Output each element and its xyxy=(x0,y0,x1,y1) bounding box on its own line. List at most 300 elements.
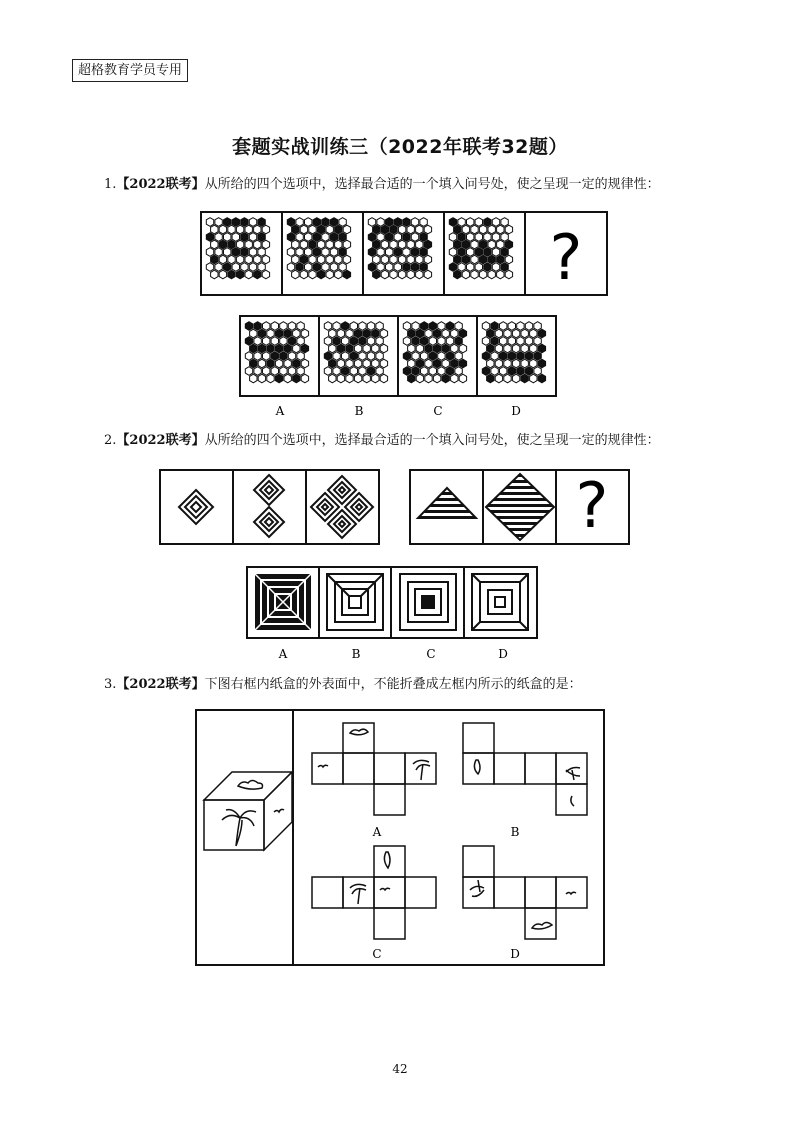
q3-option-b[interactable]: B xyxy=(510,825,520,839)
hex-cell xyxy=(254,367,261,376)
hex-cell xyxy=(500,352,507,361)
hex-cell xyxy=(232,248,239,257)
hex-cell xyxy=(407,255,414,264)
hex-cell xyxy=(301,329,308,338)
hex-cell xyxy=(330,263,337,272)
hex-cell xyxy=(495,329,502,338)
hex-cell xyxy=(462,255,469,264)
hex-cell xyxy=(346,374,353,383)
hex-cell xyxy=(421,367,428,376)
hex-cell xyxy=(495,374,502,383)
hex-cell xyxy=(495,359,502,368)
hex-cell xyxy=(508,367,515,376)
hex-cell xyxy=(367,337,374,346)
hex-cell xyxy=(354,374,361,383)
hex-cell xyxy=(363,374,370,383)
hex-cell xyxy=(425,359,432,368)
hex-cell xyxy=(206,248,213,257)
hex-cell xyxy=(475,233,482,242)
q2-question-mark: ? xyxy=(575,469,609,542)
hex-cell xyxy=(236,255,243,264)
hex-cell xyxy=(232,218,239,227)
hex-cell xyxy=(424,255,431,264)
hex-cell xyxy=(497,270,504,279)
hex-cell xyxy=(333,322,340,331)
q2-option-a[interactable]: A xyxy=(278,647,288,661)
hex-cell xyxy=(372,359,379,368)
header-tag: 超格教育学员专用 xyxy=(72,59,188,82)
question-2-text: 2.【2022联考】从所给的四个选项中，选择最合适的一个填入问号处，使之呈现一定的规律性： xyxy=(104,433,660,448)
hex-cell xyxy=(451,329,458,338)
hex-cell xyxy=(287,218,294,227)
hex-cell xyxy=(343,225,350,234)
hex-cell xyxy=(394,233,401,242)
hex-cell xyxy=(377,233,384,242)
hex-cell xyxy=(258,329,265,338)
hex-cell xyxy=(517,367,524,376)
hex-cell xyxy=(394,218,401,227)
hex-cell xyxy=(373,225,380,234)
hex-cell xyxy=(250,359,257,368)
hex-cell xyxy=(517,322,524,331)
hex-cell xyxy=(350,367,357,376)
hex-cell xyxy=(271,337,278,346)
hex-cell xyxy=(330,248,337,257)
hex-cell xyxy=(254,240,261,249)
hex-cell xyxy=(425,374,432,383)
hex-cell xyxy=(224,248,231,257)
hex-grid xyxy=(482,322,545,383)
hex-cell xyxy=(373,270,380,279)
hex-cell xyxy=(394,248,401,257)
hex-cell xyxy=(206,233,213,242)
hex-cell xyxy=(305,263,312,272)
hex-cell xyxy=(258,218,265,227)
hex-cell xyxy=(333,352,340,361)
hex-cell xyxy=(326,270,333,279)
hex-cell xyxy=(241,218,248,227)
hex-cell xyxy=(309,270,316,279)
hex-cell xyxy=(343,240,350,249)
hex-cell xyxy=(508,352,515,361)
hex-cell xyxy=(505,270,512,279)
hex-cell xyxy=(262,240,269,249)
hex-cell xyxy=(475,218,482,227)
hex-cell xyxy=(254,352,261,361)
hex-cell xyxy=(408,329,415,338)
hex-cell xyxy=(241,263,248,272)
hex-cell xyxy=(407,225,414,234)
hex-cell xyxy=(403,263,410,272)
hex-cell xyxy=(500,367,507,376)
hex-cell xyxy=(284,359,291,368)
q2-option-b[interactable]: B xyxy=(351,647,361,661)
hex-cell xyxy=(471,270,478,279)
hex-cell xyxy=(342,367,349,376)
hex-cell xyxy=(497,225,504,234)
hex-cell xyxy=(521,359,528,368)
hex-cell xyxy=(258,233,265,242)
hex-cell xyxy=(263,367,270,376)
hex-cell xyxy=(211,225,218,234)
hex-cell xyxy=(245,240,252,249)
hex-cell xyxy=(301,344,308,353)
q1-option-d[interactable]: D xyxy=(511,404,521,418)
hex-cell xyxy=(219,270,226,279)
hex-cell xyxy=(309,225,316,234)
hex-cell xyxy=(359,337,366,346)
hex-cell xyxy=(317,240,324,249)
hex-cell xyxy=(412,352,419,361)
hex-cell xyxy=(442,344,449,353)
q2-option-d[interactable]: D xyxy=(498,647,508,661)
hex-cell xyxy=(271,322,278,331)
hex-cell xyxy=(421,352,428,361)
hex-cell xyxy=(420,218,427,227)
hex-cell xyxy=(232,263,239,272)
hex-cell xyxy=(484,218,491,227)
hex-cell xyxy=(322,248,329,257)
hex-cell xyxy=(408,344,415,353)
hex-cell xyxy=(215,233,222,242)
hex-cell xyxy=(433,329,440,338)
hex-cell xyxy=(337,344,344,353)
hex-cell xyxy=(429,367,436,376)
hex-cell xyxy=(380,344,387,353)
hex-cell xyxy=(297,352,304,361)
hex-cell xyxy=(487,329,494,338)
hex-cell xyxy=(324,367,331,376)
hex-cell xyxy=(292,255,299,264)
hex-cell xyxy=(512,359,519,368)
hex-cell xyxy=(245,352,252,361)
hex-cell xyxy=(424,270,431,279)
hex-cell xyxy=(459,359,466,368)
hex-cell xyxy=(245,270,252,279)
hex-cell xyxy=(416,329,423,338)
hex-cell xyxy=(324,322,331,331)
hex-cell xyxy=(241,248,248,257)
hex-cell xyxy=(416,359,423,368)
hex-cell xyxy=(326,240,333,249)
hex-cell xyxy=(380,329,387,338)
hex-cell xyxy=(254,322,261,331)
hex-cell xyxy=(262,255,269,264)
hex-cell xyxy=(479,270,486,279)
q2-option-c[interactable]: C xyxy=(426,647,436,661)
hex-cell xyxy=(249,218,256,227)
hex-cell xyxy=(263,322,270,331)
q3-figure xyxy=(196,710,604,965)
hex-cell xyxy=(339,218,346,227)
hex-cell xyxy=(403,233,410,242)
hex-cell xyxy=(530,359,537,368)
q3-net-a xyxy=(312,723,436,815)
hex-cell xyxy=(224,263,231,272)
hex-cell xyxy=(245,367,252,376)
hex-cell xyxy=(337,329,344,338)
hex-cell xyxy=(487,359,494,368)
hex-cell xyxy=(373,255,380,264)
hex-cell xyxy=(455,322,462,331)
q3-net-d xyxy=(463,846,587,939)
hex-cell xyxy=(504,359,511,368)
hex-cell xyxy=(381,270,388,279)
q3-option-d[interactable]: D xyxy=(510,947,520,961)
hex-cell xyxy=(293,359,300,368)
hex-cell xyxy=(296,233,303,242)
hex-cell xyxy=(420,233,427,242)
hex-cell xyxy=(403,322,410,331)
hex-cell xyxy=(491,367,498,376)
hex-cell xyxy=(271,367,278,376)
hex-cell xyxy=(416,374,423,383)
hex-cell xyxy=(297,337,304,346)
hex-cell xyxy=(368,233,375,242)
hex-cell xyxy=(313,248,320,257)
hex-cell xyxy=(390,240,397,249)
hex-cell xyxy=(293,374,300,383)
hex-cell xyxy=(416,225,423,234)
hex-cell xyxy=(367,352,374,361)
hex-cell xyxy=(236,225,243,234)
hex-cell xyxy=(386,233,393,242)
q1-options-row xyxy=(240,316,556,396)
hex-cell xyxy=(275,344,282,353)
page-number: 42 xyxy=(392,1062,408,1076)
hex-cell xyxy=(455,367,462,376)
hex-cell xyxy=(488,240,495,249)
hex-cell xyxy=(359,352,366,361)
hex-cell xyxy=(408,359,415,368)
hex-cell xyxy=(403,248,410,257)
hex-cell xyxy=(501,248,508,257)
hex-cell xyxy=(236,240,243,249)
q3-option-a[interactable]: A xyxy=(372,825,382,839)
hex-cell xyxy=(381,255,388,264)
hex-cell xyxy=(335,240,342,249)
hex-cell xyxy=(459,329,466,338)
hex-cell xyxy=(525,367,532,376)
hex-cell xyxy=(501,263,508,272)
hex-cell xyxy=(215,218,222,227)
hex-cell xyxy=(467,248,474,257)
hex-cell xyxy=(458,263,465,272)
hex-cell xyxy=(438,352,445,361)
hex-cell xyxy=(342,352,349,361)
hex-cell xyxy=(482,352,489,361)
hex-cell xyxy=(297,322,304,331)
hex-cell xyxy=(525,352,532,361)
hex-cell xyxy=(350,352,357,361)
hex-cell xyxy=(329,374,336,383)
hex-cell xyxy=(459,344,466,353)
hex-cell xyxy=(322,233,329,242)
hex-cell xyxy=(224,218,231,227)
hex-cell xyxy=(337,374,344,383)
hex-cell xyxy=(492,218,499,227)
hex-cell xyxy=(300,225,307,234)
hex-cell xyxy=(211,240,218,249)
hex-cell xyxy=(381,225,388,234)
hex-cell xyxy=(482,367,489,376)
hex-cell xyxy=(438,337,445,346)
hex-cell xyxy=(271,352,278,361)
hex-cell xyxy=(317,270,324,279)
hex-cell xyxy=(254,255,261,264)
hex-cell xyxy=(305,233,312,242)
hex-cell xyxy=(425,329,432,338)
q1-option-c[interactable]: C xyxy=(433,404,443,418)
hex-cell xyxy=(313,233,320,242)
page-title: 套题实战训练三（2022年联考32题） xyxy=(232,136,568,158)
hex-cell xyxy=(429,322,436,331)
hex-cell xyxy=(232,233,239,242)
hex-cell xyxy=(521,374,528,383)
hex-cell xyxy=(284,329,291,338)
hex-cell xyxy=(354,329,361,338)
hex-cell xyxy=(471,225,478,234)
hex-cell xyxy=(263,337,270,346)
hex-cell xyxy=(471,240,478,249)
hex-cell xyxy=(451,374,458,383)
hex-cell xyxy=(521,329,528,338)
hex-cell xyxy=(451,359,458,368)
hex-cell xyxy=(329,344,336,353)
hex-cell xyxy=(390,255,397,264)
hex-cell xyxy=(346,344,353,353)
hex-cell xyxy=(280,367,287,376)
hex-cell xyxy=(451,344,458,353)
hex-cell xyxy=(446,337,453,346)
hex-cell xyxy=(377,263,384,272)
q1-option-b[interactable]: B xyxy=(354,404,364,418)
hex-cell xyxy=(512,329,519,338)
hex-cell xyxy=(284,344,291,353)
hex-cell xyxy=(530,329,537,338)
hex-cell xyxy=(408,374,415,383)
hex-cell xyxy=(367,322,374,331)
hex-cell xyxy=(359,322,366,331)
hex-cell xyxy=(267,374,274,383)
hex-cell xyxy=(429,352,436,361)
hex-cell xyxy=(403,352,410,361)
hex-cell xyxy=(525,337,532,346)
hex-cell xyxy=(424,225,431,234)
hex-cell xyxy=(215,248,222,257)
hex-cell xyxy=(412,337,419,346)
hex-cell xyxy=(245,337,252,346)
hex-cell xyxy=(280,352,287,361)
hex-cell xyxy=(301,374,308,383)
hex-cell xyxy=(346,359,353,368)
hex-cell xyxy=(497,255,504,264)
q2-options-row xyxy=(247,567,537,638)
hex-cell xyxy=(258,374,265,383)
hex-cell xyxy=(433,344,440,353)
hex-cell xyxy=(390,225,397,234)
hex-cell xyxy=(479,225,486,234)
hex-cell xyxy=(363,359,370,368)
hex-cell xyxy=(416,255,423,264)
hex-cell xyxy=(521,344,528,353)
hex-cell xyxy=(449,248,456,257)
hex-cell xyxy=(333,337,340,346)
hex-cell xyxy=(454,255,461,264)
hex-cell xyxy=(538,329,545,338)
hex-cell xyxy=(449,233,456,242)
hex-cell xyxy=(488,225,495,234)
hex-cell xyxy=(245,225,252,234)
q3-option-c[interactable]: C xyxy=(372,947,382,961)
hex-cell xyxy=(343,255,350,264)
hex-cell xyxy=(487,344,494,353)
hex-cell xyxy=(337,359,344,368)
hex-cell xyxy=(508,337,515,346)
hex-grid xyxy=(449,218,512,279)
hex-cell xyxy=(538,359,545,368)
hex-cell xyxy=(517,352,524,361)
hex-cell xyxy=(263,352,270,361)
hex-cell xyxy=(421,322,428,331)
hex-cell xyxy=(459,374,466,383)
hex-cell xyxy=(484,263,491,272)
hex-cell xyxy=(534,352,541,361)
hex-cell xyxy=(249,248,256,257)
hex-cell xyxy=(482,337,489,346)
hex-cell xyxy=(488,270,495,279)
hex-cell xyxy=(491,352,498,361)
hex-cell xyxy=(442,329,449,338)
hex-cell xyxy=(501,233,508,242)
hex-cell xyxy=(534,322,541,331)
hex-cell xyxy=(275,374,282,383)
hex-cell xyxy=(354,344,361,353)
hex-cell xyxy=(455,352,462,361)
hex-cell xyxy=(287,263,294,272)
q3-net-c xyxy=(312,846,436,939)
hex-cell xyxy=(267,329,274,338)
hex-cell xyxy=(487,374,494,383)
hex-cell xyxy=(236,270,243,279)
hex-cell xyxy=(398,255,405,264)
hex-cell xyxy=(245,322,252,331)
hex-cell xyxy=(339,233,346,242)
hex-cell xyxy=(438,322,445,331)
hex-cell xyxy=(354,359,361,368)
hex-cell xyxy=(530,344,537,353)
hex-cell xyxy=(479,255,486,264)
hex-cell xyxy=(245,255,252,264)
hex-cell xyxy=(254,270,261,279)
hex-cell xyxy=(504,344,511,353)
hex-cell xyxy=(250,344,257,353)
hex-cell xyxy=(297,367,304,376)
hex-cell xyxy=(350,337,357,346)
hex-cell xyxy=(386,248,393,257)
q1-option-a[interactable]: A xyxy=(275,404,285,418)
hex-cell xyxy=(462,270,469,279)
hex-cell xyxy=(438,367,445,376)
hex-cell xyxy=(538,374,545,383)
hex-cell xyxy=(525,322,532,331)
hex-cell xyxy=(484,248,491,257)
q3-net-b xyxy=(463,723,587,815)
hex-cell xyxy=(517,337,524,346)
hex-cell xyxy=(267,344,274,353)
hex-cell xyxy=(386,263,393,272)
hex-cell xyxy=(420,248,427,257)
